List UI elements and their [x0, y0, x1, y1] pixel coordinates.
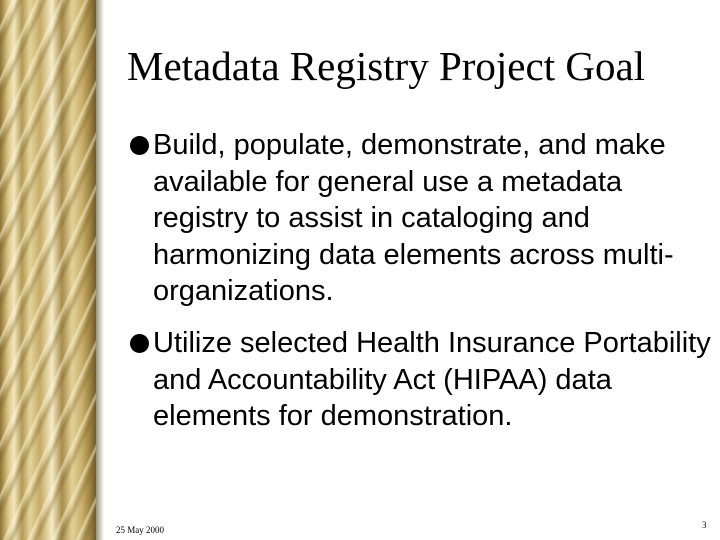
ribbon-shadow	[96, 0, 104, 540]
slide-title: Metadata Registry Project Goal	[127, 43, 646, 89]
gold-ribbon-decoration	[0, 0, 96, 540]
footer-date: 25 May 2000	[116, 525, 164, 535]
bullet-dot-icon	[130, 136, 149, 155]
bullet-dot-icon	[130, 334, 149, 353]
bullet-text: Utilize selected Health Insurance Portability and Accountability Act (HIPAA) data elements for demonstration.	[153, 327, 711, 432]
page-number: 3	[702, 520, 707, 530]
bullet-item	[130, 325, 715, 435]
bullet-text: Build, populate, demonstrate, and make available for general use a metadata registry to assist in cataloging and harmonizing data elements across multi-organizations.	[153, 129, 674, 307]
bullet-item	[130, 127, 715, 310]
